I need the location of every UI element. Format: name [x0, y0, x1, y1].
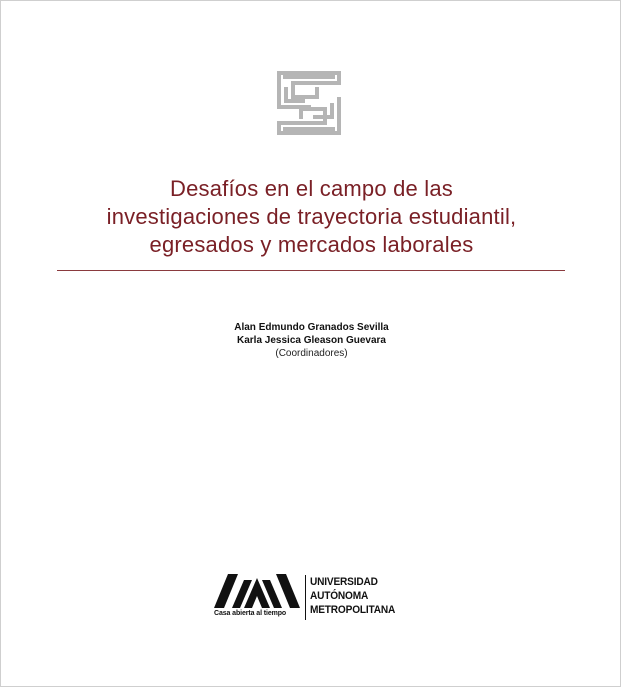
book-title-line: egresados y mercados laborales — [149, 232, 474, 257]
book-title — [41, 175, 582, 259]
publisher-motto: Casa abierta al tiempo — [214, 610, 287, 617]
publisher-name-line: AUTÓNOMA — [310, 590, 369, 602]
publisher-name-line: UNIVERSIDAD — [310, 576, 378, 588]
spiral-s-emblem-icon — [273, 67, 345, 139]
book-title-line: Desafíos en el campo de las — [170, 176, 453, 201]
uam-logo-icon — [214, 574, 300, 608]
publisher-name — [310, 575, 395, 617]
author-name: Alan Edmundo Granados Sevilla — [234, 322, 389, 333]
author-block — [161, 321, 462, 360]
book-title-line: investigaciones de trayectoria estudiantil, — [106, 204, 517, 229]
publisher-name-line: METROPOLITANA — [310, 604, 396, 616]
publisher-divider — [305, 575, 306, 620]
author-name: Karla Jessica Gleason Guevara — [237, 335, 386, 346]
author-role: (Coordinadores) — [275, 348, 348, 359]
title-divider — [57, 270, 565, 271]
publisher-logo — [214, 574, 414, 622]
